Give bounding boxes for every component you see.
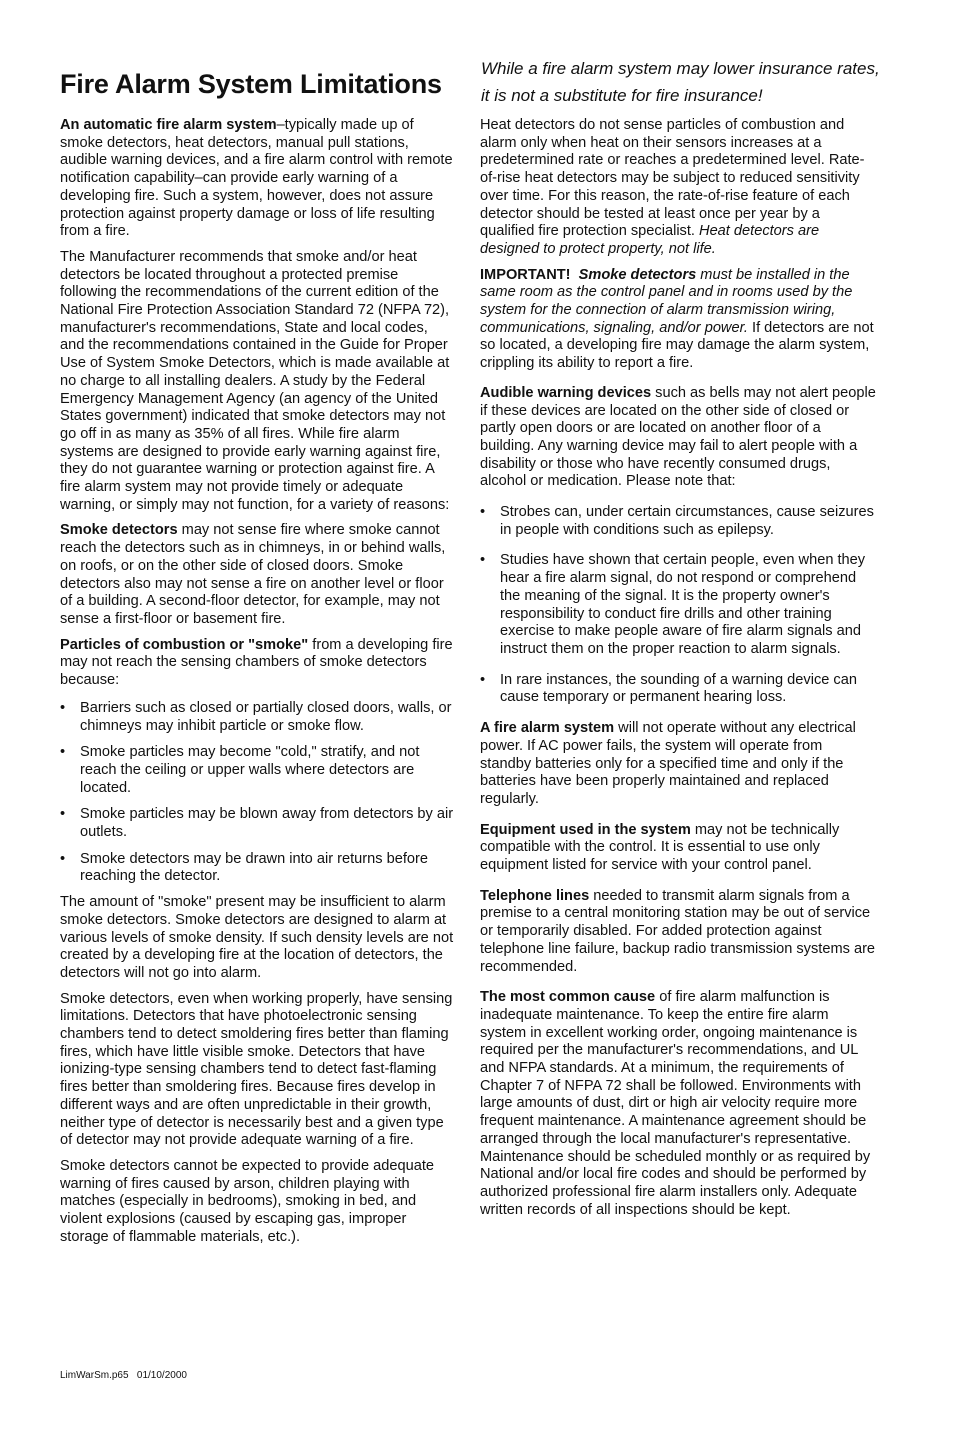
audible-bullet-list xyxy=(480,504,876,707)
smoke-detectors-paragraph: Smoke detectors may not sense fire where smoke cannot reach the detectors such as in chimneys, in or behind walls, on roofs, or on the other side of closed doors. Smoke detectors also may not sense a fire on another level or floor of a building. A second-floor detector, for example, may not sense a first-floor or basement fire. xyxy=(60,522,446,627)
bullet-icon: • xyxy=(60,699,66,716)
bullet-icon: • xyxy=(60,744,66,761)
list-item: • Smoke particles may become "cold," stratify, and not reach the ceiling or upper walls where detectors are located. xyxy=(60,744,420,796)
intro-paragraph: An automatic fire alarm system–typically made up of smoke detectors, heat detectors, manual pull stations, audible warning devices, and a fire alarm control with remote notification capability–can provide early warning of a developing fire. Such a system, however, does not assure protection against property damage or loss of life resulting from a fire. xyxy=(60,117,453,240)
maintenance-paragraph: The most common cause of fire alarm malfunction is inadequate maintenance. To keep the entire fire alarm system in excellent working order, ongoing maintenance is required per the manufacturer's recommendations, and UL and NFPA standards. At a minimum, the requirements of Chapter 7 of NFPA 72 shall be followed. Environments with large amounts of dust, dirt or high air velocity require more frequent maintenance. A maintenance agreement should be arranged through the local manufacturer's representative. Maintenance should be scheduled monthly or as required by National and/or local fire codes and should be performed by authorized professional fire alarm installers only. Adequate written records of all inspections should be kept. xyxy=(480,989,871,1218)
important-paragraph: IMPORTANT! Smoke detectors must be installed in the same room as the control panel and in rooms used by the system for the connection of alarm transmission wiring, communications, signaling, and/or power. If detectors are not so located, a developing fire may damage the alarm system, crippling its ability to report a fire. xyxy=(480,266,874,372)
footer-file: LimWarSm.p65 xyxy=(60,1370,129,1381)
bullet-icon: • xyxy=(480,504,486,521)
page-title: Fire Alarm System Limitations xyxy=(60,69,442,99)
list-item: • Barriers such as closed or partially closed doors, walls, or chimneys may inhibit particle or smoke flow. xyxy=(60,699,452,734)
list-item: • In rare instances, the sounding of a warning device can cause temporary or permanent hearing loss. xyxy=(480,671,857,706)
bullet-icon: • xyxy=(480,671,486,688)
footer-date: 01/10/2000 xyxy=(136,1370,187,1381)
recommendation-paragraph: The Manufacturer recommends that smoke and/or heat detectors be located throughout a protected premise following the recommendations of the current edition of the National Fire Protection Association Standard 72 (NFPA 72), manufacturer's recommendations, State and local codes, and the recommendations contained in the Guide for Proper Use of System Smoke Detectors, which is made available at no charge to all installing dealers. A study by the Federal Emergency Management Agency (an agency of the United States government) indicated that smoke detectors may not go off in as many as 35% of all fires. While fire alarm systems are designed to provide early warning against fire, they do not guarantee warning or protection against fire. A fire alarm system may not provide timely or adequate warning, or simply may not function, for a variety of reasons: xyxy=(60,248,450,513)
bullet-icon: • xyxy=(60,806,66,823)
footer xyxy=(60,1370,187,1382)
sensing-limitations-paragraph: Smoke detectors, even when working properly, have sensing limitations. Detectors that have photoelectronic sensing chambers tend to detect smoldering fires better than flaming fires, which have little visible smoke. Detectors that have ionizing-type sensing chambers tend to detect fast-flaming fires better than smoldering fires. Because fires develop in different ways and are often unpredictable in their growth, neither type of detector is necessarily best and a given type of detector may not provide adequate warning of a fire. xyxy=(60,990,453,1149)
equipment-paragraph: Equipment used in the system may not be technically compatible with the control. It is essential to use only equipment listed for service with your control panel. xyxy=(480,821,840,874)
smoke-amount-paragraph: The amount of "smoke" present may be insufficient to alarm smoke detectors. Smoke detectors are designed to alarm at various levels of smoke density. If such density levels are not created by a developing fire at the location of detectors, the detectors will not go into alarm. xyxy=(60,894,454,981)
arson-paragraph: Smoke detectors cannot be expected to provide adequate warning of fires caused by arson, children playing with matches (especially in bedrooms), smoking in bed, and violent explosions (caused by escaping gas, improper storage of flammable materials, etc.). xyxy=(60,1157,435,1245)
particles-bullet-list xyxy=(60,700,455,886)
bullet-icon: • xyxy=(60,850,66,867)
insurance-tagline: While a fire alarm system may lower insurance rates, it is not a substitute for fire insurance! xyxy=(481,59,880,105)
bullet-icon: • xyxy=(480,552,486,569)
list-item: • Strobes can, under certain circumstances, cause seizures in people with conditions such as epilepsy. xyxy=(480,504,874,538)
list-item: • Studies have shown that certain people, even when they hear a fire alarm signal, do not respond or comprehend the meaning of the signal. It is the property owner's responsibility to conduct fire drills and other training exercise to make people aware of fire alarm signals and instruct them on the proper reaction to alarm signals. xyxy=(480,552,866,657)
telephone-lines-paragraph: Telephone lines needed to transmit alarm signals from a premise to a central monitoring station may be out of service or temporarily disabled. For added protection against telephone line failure, backup radio transmission systems are recommended. xyxy=(480,887,876,975)
list-item: • Smoke detectors may be drawn into air returns before reaching the detector. xyxy=(60,850,428,885)
heat-detectors-paragraph: Heat detectors do not sense particles of combustion and alarm only when heat on their sensors increases at a predetermined rate or reaches a predetermined level. Rate-of-rise heat detectors may be subject to reduced sensitivity over time. For this reason, the rate-of-rise feature of each detector should be tested at least once per year by a qualified fire protection specialist. Heat detectors are designed to protect property, not life. xyxy=(480,117,865,257)
list-item: • Smoke particles may be blown away from detectors by air outlets. xyxy=(60,806,454,841)
particles-paragraph: Particles of combustion or "smoke" from a developing fire may not reach the sensing chambers of smoke detectors because: xyxy=(60,636,453,689)
power-paragraph: A fire alarm system will not operate without any electrical power. If AC power fails, the system will operate from standby batteries only for a specified time and only if the batteries have been properly maintained and replaced regularly. xyxy=(480,720,856,807)
audible-devices-paragraph: Audible warning devices such as bells may not alert people if these devices are located on the other side of closed or partly open doors or are located on another floor of a building. Any warning device may fail to alert people with a disability or those who have recently consumed drugs, alcohol or medication. Please note that: xyxy=(480,384,876,490)
right-column xyxy=(480,117,876,1227)
left-column xyxy=(60,117,455,1254)
